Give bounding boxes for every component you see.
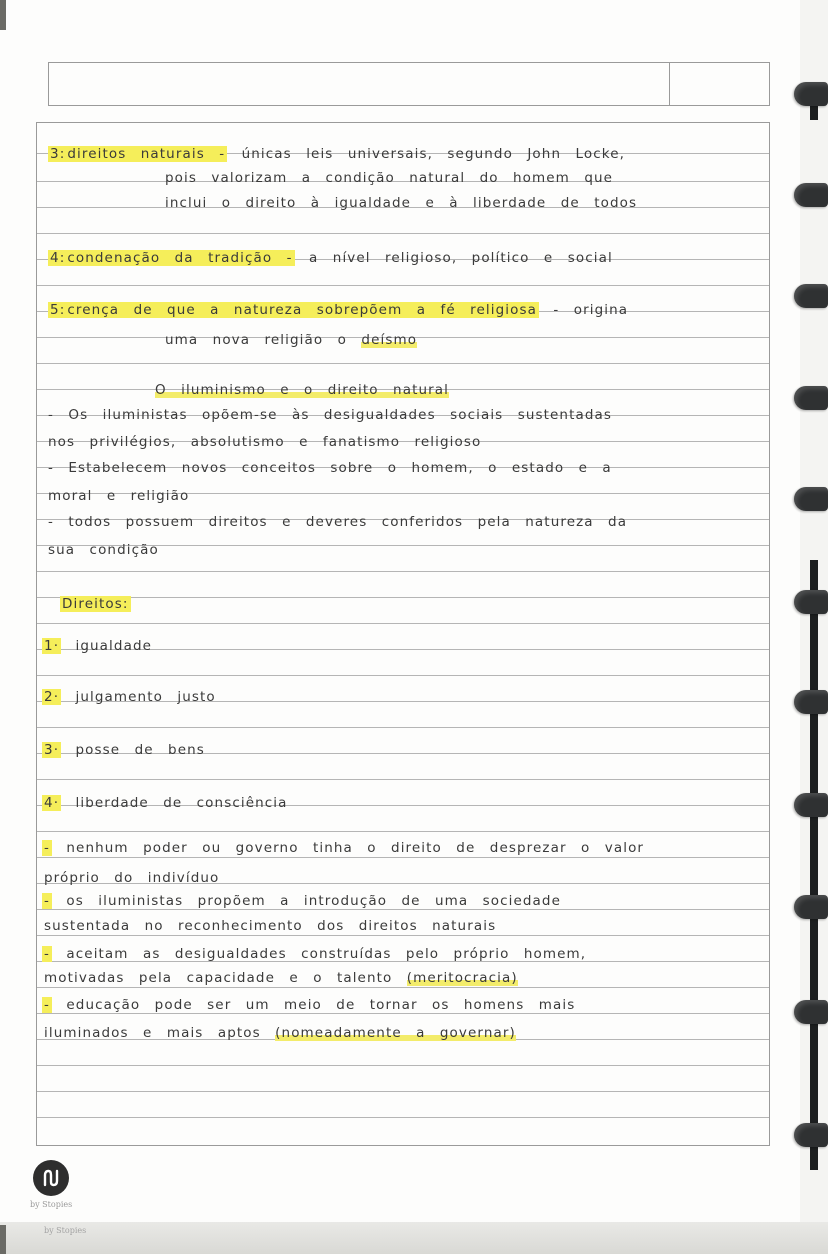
rule-line [37,909,769,910]
item-5-text: - origina [553,302,629,318]
binder-ring-icon [794,82,828,106]
item-4-heading: condenação da tradição - [67,250,293,266]
item-5-heading: crença de que a natureza sobrepõem a fé religiosa [67,302,537,318]
binder-ring-icon [794,1123,828,1147]
direito-item-3: 3· posse de bens [44,742,205,758]
rule-line [37,857,769,858]
section-title-iluminismo: O iluminismo e o direito natural [155,382,449,398]
item-3-text: únicas leis universais, segundo John Locke, [241,146,625,162]
binder-ring-icon [794,690,828,714]
direito-item-4: 4· liberdade de consciência [44,795,288,811]
conclusion-line-1: - nenhum poder ou governo tinha o direito de desprezar o valor [44,840,645,856]
conclusion-line-5: - aceitam as desigualdades construídas pelo próprio homem, [44,946,587,962]
binder-ring-icon [794,284,828,308]
item-5-line-2 [165,332,417,348]
binder-ring-icon [794,895,828,919]
rule-line [37,285,769,286]
rule-line [37,233,769,234]
item-5-deismo: deísmo [361,332,418,348]
header-title-box [48,62,770,106]
item-3-line-2: pois valorizam a condição natural do homem que [165,170,614,186]
conclusion-line-8: iluminados e mais aptos (nomeadamente a governar) [44,1025,516,1041]
binder-ring-icon [794,487,828,511]
direito-item-1: 1· igualdade [44,638,153,654]
governar-highlight: (nomeadamente a governar) [275,1025,516,1041]
iluminismo-line-4: moral e religião [48,488,190,504]
page-edge [0,1225,6,1254]
binder-ring-icon [794,590,828,614]
rule-line [37,727,769,728]
conclusion-line-3: - os iluministas propõem a introdução de uma sociedade [44,893,561,909]
binder-rings [790,0,828,1254]
item-3-line-1 [50,146,625,162]
iluminismo-line-5: - todos possuem direitos e deveres conferidos pela natureza da [48,514,628,530]
brand-monogram-icon [40,1167,62,1189]
rule-line [37,935,769,936]
item-4-number: 4: [50,250,66,266]
item-3-number: 3: [50,146,66,162]
direito-item-2: 2· julgamento justo [44,689,216,705]
rule-line [37,1013,769,1014]
ruled-writing-area [36,122,770,1146]
item-4-line [50,250,613,266]
conclusion-line-6: motivadas pela capacidade e o talento (meritocracia) [44,970,518,986]
item-5-continuation: uma nova religião o [165,332,348,348]
conclusion-line-4: sustentada no reconhecimento dos direitos naturais [44,918,497,934]
brand-caption-next-page: by Stopies [44,1226,87,1235]
rule-line [37,1091,769,1092]
rule-line [37,831,769,832]
section-title-direitos: Direitos: [62,596,129,612]
next-page-edge [0,1222,828,1254]
item-5-line-1 [50,302,628,318]
binder-ring-icon [794,1000,828,1024]
iluminismo-line-3: - Estabelecem novos conceitos sobre o homem, o estado e a [48,460,612,476]
page-edge [0,0,6,30]
item-3-line-3: inclui o direito à igualdade e à liberdade de todos [165,195,638,211]
binder-ring-icon [794,183,828,207]
item-4-text: a nível religioso, político e social [309,250,613,266]
rule-line [37,779,769,780]
item-5-number: 5: [50,302,66,318]
rule-line [37,597,769,598]
iluminismo-line-2: nos privilégios, absolutismo e fanatismo religioso [48,434,482,450]
brand-caption: by Stopies [30,1200,73,1209]
meritocracia-highlight: (meritocracia) [406,970,518,986]
rule-line [37,623,769,624]
conclusion-line-7: - educação pode ser um meio de tornar os homens mais [44,997,576,1013]
iluminismo-line-1: - Os iluministas opõem-se às desigualdades sociais sustentadas [48,407,613,423]
header-date-divider [669,62,670,106]
rule-line [37,987,769,988]
brand-logo-icon [33,1160,69,1196]
rule-line [37,363,769,364]
rule-line [37,1065,769,1066]
binder-ring-icon [794,793,828,817]
iluminismo-line-6: sua condição [48,542,159,558]
item-3-heading: direitos naturais - [67,146,226,162]
conclusion-line-2: próprio do indivíduo [44,870,220,886]
rule-line [37,675,769,676]
binder-ring-icon [794,386,828,410]
rule-line [37,571,769,572]
rule-line [37,1117,769,1118]
